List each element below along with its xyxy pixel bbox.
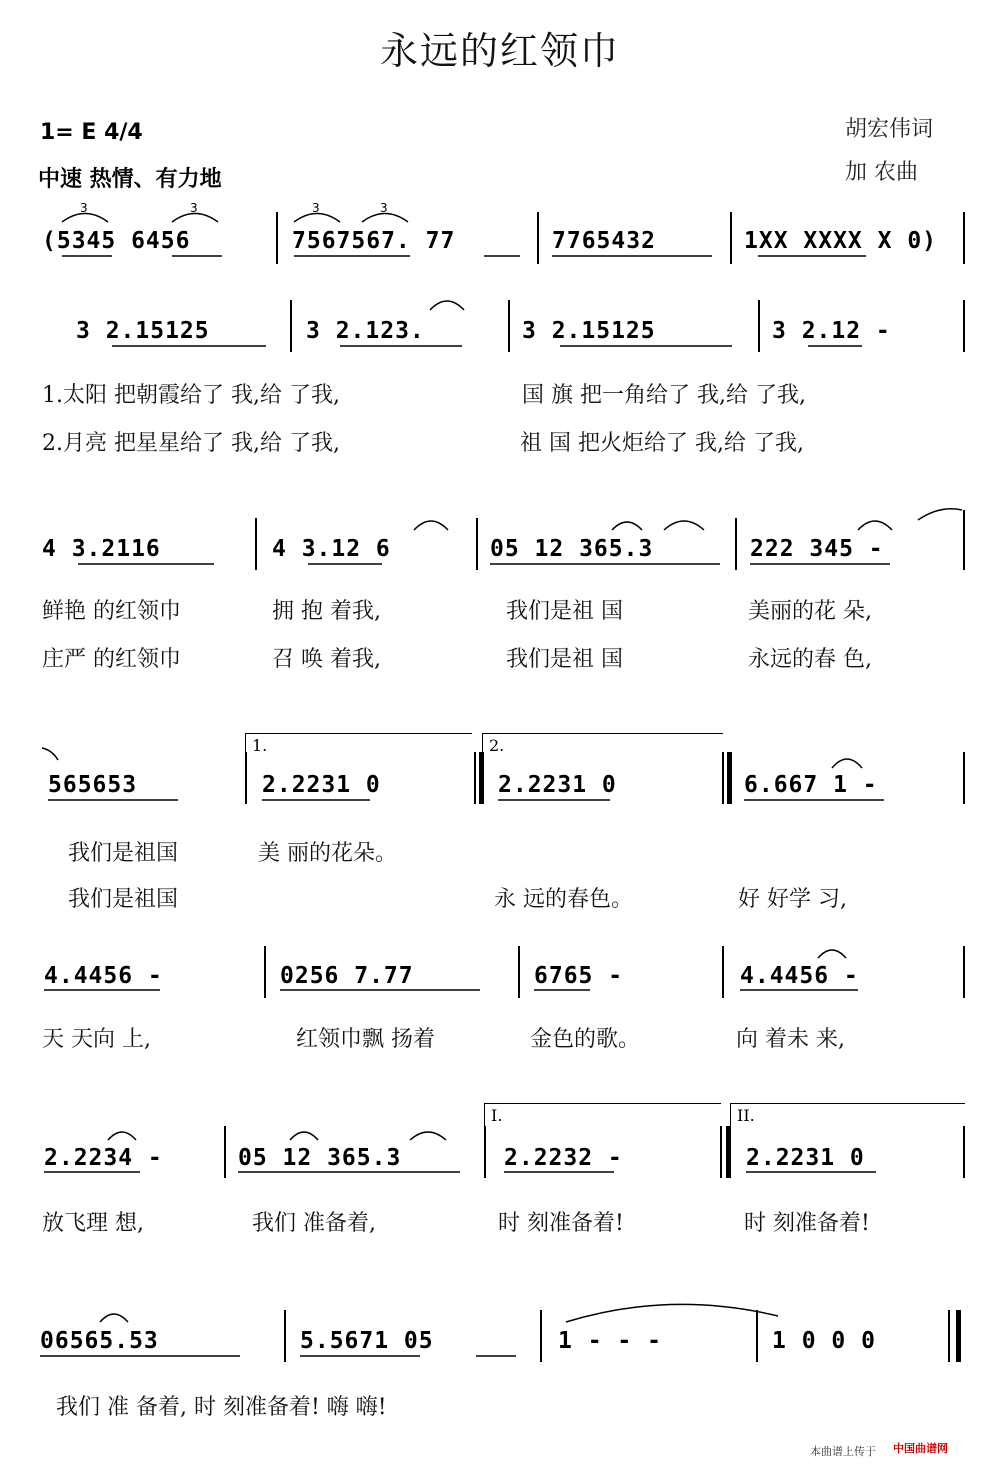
tempo-marking: 中速 热情、有力地 xyxy=(38,167,222,192)
lyric: 放飞理 想, xyxy=(42,1211,144,1236)
measure: 1 - - - xyxy=(558,1328,662,1354)
lyric: 我们是祖 国 xyxy=(506,647,623,672)
lyric: 召 唤 着我, xyxy=(272,647,381,672)
measure: 05 12 365.3 xyxy=(238,1145,402,1171)
measure: 7765432 xyxy=(552,228,656,254)
lyric: 我们 准备着, xyxy=(252,1211,376,1236)
measure: 4.4456 - xyxy=(740,963,859,989)
lyric: 庄严 的红领巾 xyxy=(42,647,181,672)
measure: 1 0 0 0 xyxy=(772,1328,876,1354)
lyricist-credit: 胡宏伟词 xyxy=(845,117,934,142)
song-title: 永远的红领巾 xyxy=(379,29,620,73)
measure: 565653 xyxy=(48,772,138,798)
measure: 2.2231 0 xyxy=(498,772,617,798)
lyric: 天 天向 上, xyxy=(42,1027,151,1052)
measure: 3 2.15125 xyxy=(76,318,210,344)
lyric: 我们 准 备着, 时 刻准备着! 嗨 嗨! xyxy=(56,1395,387,1420)
footer-note: 本曲谱上传于 xyxy=(810,1445,876,1458)
measure: 6765 - xyxy=(534,963,624,989)
volta-number: 2. xyxy=(489,736,505,755)
lyric: 金色的歌。 xyxy=(530,1027,641,1052)
measure: 6.667 1 - xyxy=(744,772,878,798)
measure: 2.2234 - xyxy=(44,1145,163,1171)
volta-number: II. xyxy=(737,1106,755,1125)
measure: 3 2.123. xyxy=(306,318,425,344)
lyric: 美丽的花 朵, xyxy=(748,599,872,624)
lyric: 好 好学 习, xyxy=(738,887,847,912)
key-signature: 1= E 4/4 xyxy=(40,120,143,145)
lyric: 2.月亮 把星星给了 我,给 了我, xyxy=(42,431,340,456)
lyric: 永远的春 色, xyxy=(748,647,872,672)
lyric: 我们是祖 国 xyxy=(506,599,623,624)
measure: 3 2.15125 xyxy=(522,318,656,344)
lyric: 永 远的春色。 xyxy=(494,887,633,912)
measure: 5.5671 05 xyxy=(300,1328,434,1354)
lyric: 拥 抱 着我, xyxy=(272,599,381,624)
lyric: 鲜艳 的红领巾 xyxy=(42,599,181,624)
measure: 0256 7.77 xyxy=(280,963,414,989)
lyric: 时 刻准备着! xyxy=(744,1211,870,1236)
lyric: 祖 国 把火炬给了 我,给 了我, xyxy=(520,431,804,456)
lyric: 1.太阳 把朝霞给了 我,给 了我, xyxy=(42,383,340,408)
svg-text:3: 3 xyxy=(312,201,320,215)
measure: 4 3.12 6 xyxy=(272,536,391,562)
svg-text:3: 3 xyxy=(80,201,88,215)
lyric: 红领巾飘 扬着 xyxy=(296,1027,435,1052)
measure: 4 3.2116 xyxy=(42,536,161,562)
site-logo: 中国曲谱网 xyxy=(893,1442,948,1455)
lyric: 国 旗 把一角给了 我,给 了我, xyxy=(522,383,806,408)
measure: 222 345 - xyxy=(750,536,884,562)
measure: 2.2231 0 xyxy=(262,772,381,798)
svg-text:3: 3 xyxy=(380,201,388,215)
measure: 3 2.12 - xyxy=(772,318,891,344)
composer-credit: 加 农曲 xyxy=(845,160,918,185)
measure: 05 12 365.3 xyxy=(490,536,654,562)
measure: 7567567. 77 xyxy=(292,228,456,254)
svg-text:3: 3 xyxy=(190,201,198,215)
lyric: 我们是祖国 xyxy=(68,887,179,912)
volta-number: I. xyxy=(491,1106,503,1125)
measure: 2.2232 - xyxy=(504,1145,623,1171)
lyric: 我们是祖国 xyxy=(68,841,179,866)
measure: 1XX XXXX X 0) xyxy=(744,228,938,254)
lyric: 美 丽的花朵。 xyxy=(258,841,397,866)
measure: 06565.53 xyxy=(40,1328,159,1354)
volta-number: 1. xyxy=(252,736,268,755)
lyric: 向 着未 来, xyxy=(736,1027,845,1052)
measure: 4.4456 - xyxy=(44,963,163,989)
lyric: 时 刻准备着! xyxy=(498,1211,624,1236)
measure: 2.2231 0 xyxy=(746,1145,865,1171)
measure: (5345 6456 xyxy=(42,228,191,254)
